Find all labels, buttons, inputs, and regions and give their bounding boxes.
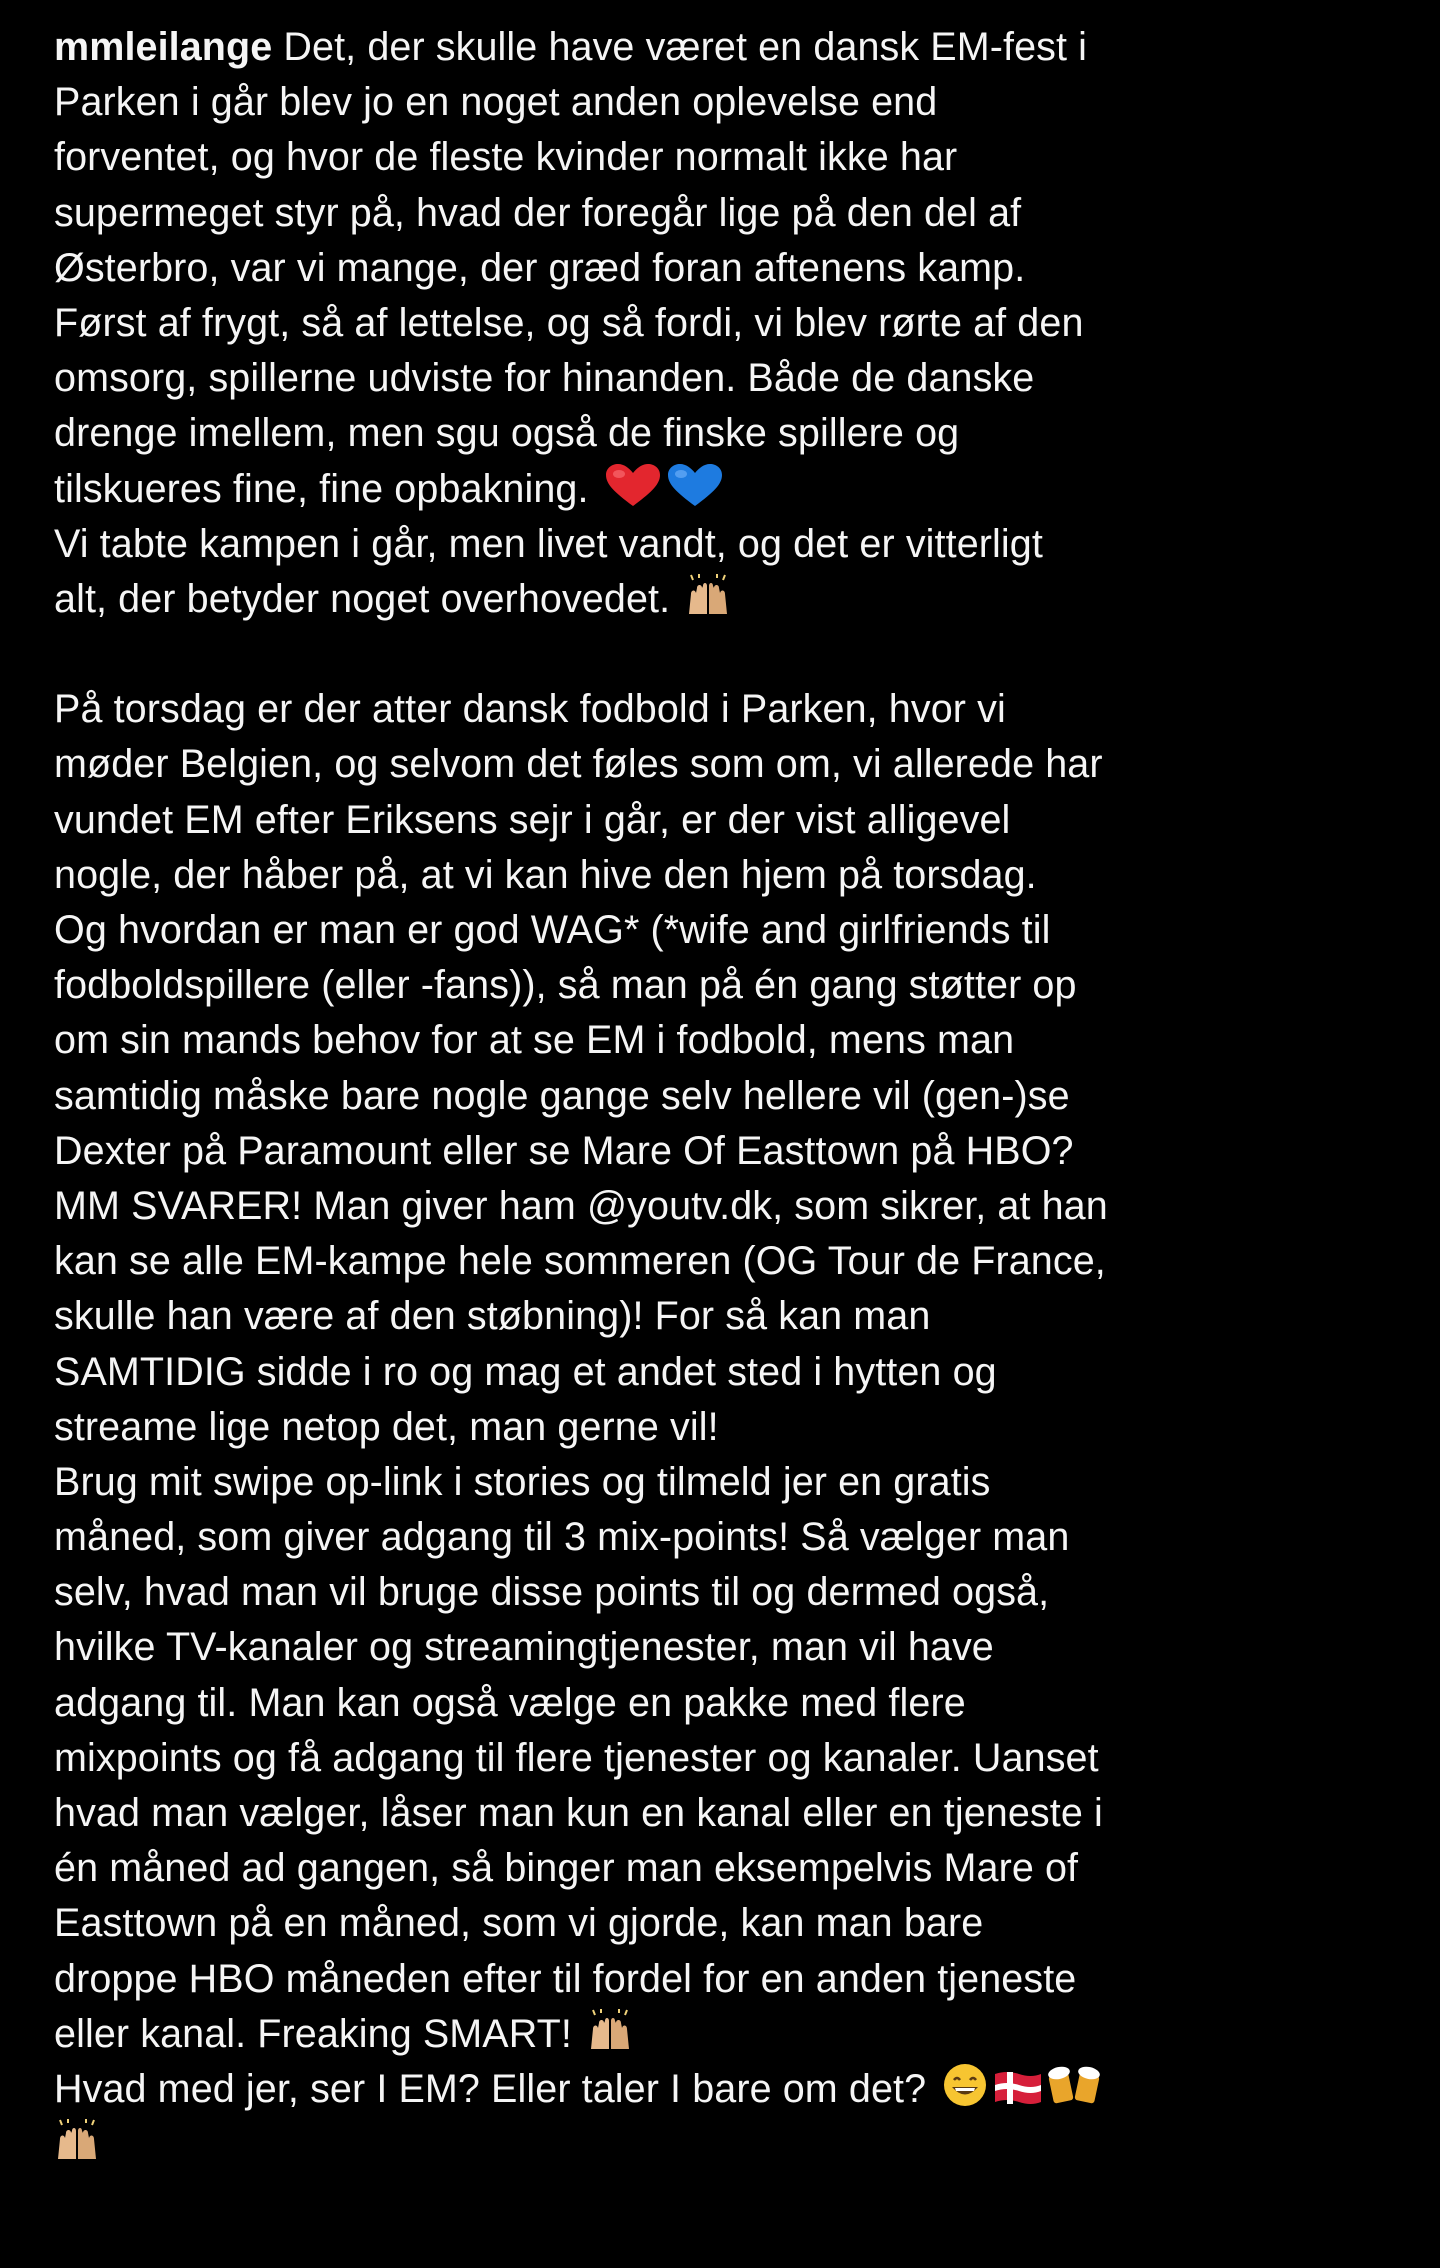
caption-text: alt, der betyder noget overhovedet. (54, 576, 671, 621)
caption-line-2: Parken i går blev jo en noget anden oplevelse end (54, 80, 938, 125)
caption-line-39 (54, 2117, 1394, 2172)
caption-line-4: supermeget styr på, hvad der foregår lige på den del af (54, 190, 1022, 235)
caption-line-14: møder Belgien, og selvom det føles som om, vi allerede har (54, 742, 1103, 787)
caption-line-3: forventet, og hvor de fleste kvinder normalt ikke har (54, 135, 958, 180)
caption-text: Det, der skulle have været en dansk EM-fest i (272, 25, 1088, 69)
caption-line-8: drenge imellem, men sgu også de finske spillere og (54, 411, 960, 456)
caption-line-35: Easttown på en måned, som vi gjorde, kan man bare (54, 1901, 984, 1946)
caption-line-32: mixpoints og få adgang til flere tjenester og kanaler. Uanset (54, 1735, 1099, 1780)
caption-line-36: droppe HBO måneden efter til fordel for en anden tjeneste (54, 1956, 1077, 2001)
caption-line-22: MM SVARER! Man giver ham @youtv.dk, som sikrer, at han (54, 1183, 1108, 1228)
caption-text: Hvad med jer, ser I EM? Eller taler I bare om det? (54, 2066, 927, 2111)
caption-line-21: Dexter på Paramount eller se Mare Of Easttown på HBO? (54, 1128, 1074, 1173)
caption-line-28: måned, som giver adgang til 3 mix-points! Så vælger man (54, 1515, 1070, 1560)
caption-line-16: nogle, der håber på, at vi kan hive den hjem på torsdag. (54, 852, 1037, 897)
grinning-face-icon (941, 2062, 989, 2108)
caption-line-7: omsorg, spillerne udviste for hinanden. Både de danske (54, 356, 1035, 401)
caption-line-25: SAMTIDIG sidde i ro og mag et andet sted i hytten og (54, 1349, 997, 1394)
caption-text: eller kanal. Freaking SMART! (54, 2011, 572, 2056)
red-heart-icon (604, 464, 662, 508)
post-caption (54, 20, 1394, 2172)
caption-line-5: Østerbro, var vi mange, der græd foran aftenens kamp. (54, 245, 1026, 290)
caption-line-33: hvad man vælger, låser man kun en kanal eller en tjeneste i (54, 1791, 1103, 1835)
caption-line-18: fodboldspillere (eller -fans)), så man på én gang støtter op (54, 963, 1077, 1008)
raising-hands-icon (685, 574, 731, 618)
caption-line-38 (54, 2062, 1394, 2117)
blue-heart-icon (666, 464, 724, 508)
caption-line-19: om sin mands behov for at se EM i fodbold, mens man (54, 1018, 1015, 1063)
raising-hands-icon (587, 2009, 633, 2053)
caption-line-27: Brug mit swipe op-link i stories og tilmeld jer en gratis (54, 1459, 991, 1504)
clinking-beer-icon (1047, 2062, 1101, 2108)
caption-line-13: På torsdag er der atter dansk fodbold i Parken, hvor vi (54, 687, 1006, 732)
caption-line-37 (54, 2007, 1394, 2062)
caption-line-26: streame lige netop det, man gerne vil! (54, 1404, 719, 1449)
caption-blank-line (54, 627, 1394, 682)
caption-line-9 (54, 462, 1394, 517)
caption-line-30: hvilke TV-kanaler og streamingtjenester, man vil have (54, 1625, 994, 1670)
username-link[interactable]: mmleilange (54, 25, 273, 69)
caption-line-29: selv, hvad man vil bruge disse points til og dermed også, (54, 1570, 1050, 1615)
caption-line-17: Og hvordan er man er god WAG* (*wife and girlfriends til (54, 908, 1051, 952)
caption-text: tilskueres fine, fine opbakning. (54, 466, 589, 511)
caption-line-23: kan se alle EM-kampe hele sommeren (OG Tour de France, (54, 1239, 1106, 1284)
caption-line-10: Vi tabte kampen i går, men livet vandt, og det er vitterligt (54, 521, 1043, 566)
raising-hands-icon (54, 2119, 100, 2163)
caption-line-11 (54, 572, 1394, 627)
caption-line-20: samtidig måske bare nogle gange selv hellere vil (gen-)se (54, 1073, 1070, 1118)
caption-line-24: skulle han være af den støbning)! For så kan man (54, 1294, 931, 1339)
caption-line-31: adgang til. Man kan også vælge en pakke med flere (54, 1680, 966, 1725)
caption-line-6: Først af frygt, så af lettelse, og så fordi, vi blev rørte af den (54, 300, 1084, 345)
caption-line-1 (54, 20, 1394, 75)
caption-line-34: én måned ad gangen, så binger man eksempelvis Mare of (54, 1846, 1079, 1891)
caption-line-15: vundet EM efter Eriksens sejr i går, er der vist alligevel (54, 797, 1011, 842)
danish-flag-icon (993, 2068, 1043, 2108)
